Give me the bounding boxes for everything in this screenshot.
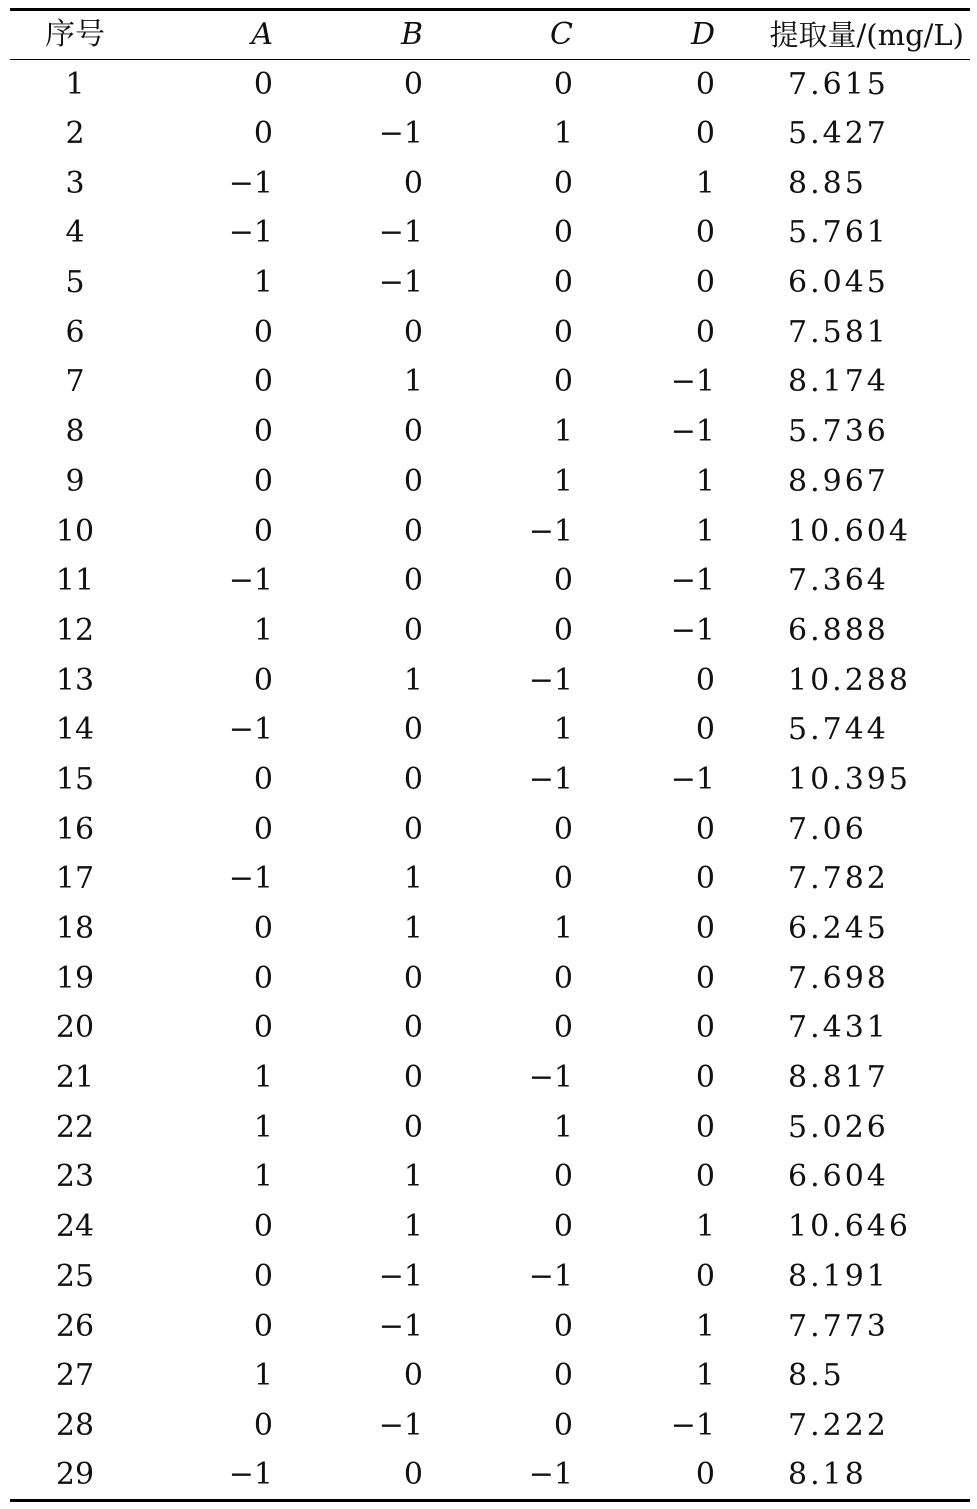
cell-index: 14 — [55, 712, 95, 748]
cell-factor-b: 0 — [403, 165, 423, 201]
cell-factor-b: 1 — [403, 861, 423, 897]
cell-index: 11 — [55, 563, 95, 599]
cell-factor-a: −1 — [228, 215, 273, 251]
cell-factor-d: 1 — [695, 1209, 715, 1245]
table-row — [10, 656, 970, 706]
cell-yield: 5.427 — [788, 116, 889, 152]
cell-factor-a: 0 — [253, 761, 273, 797]
cell-yield: 10.646 — [788, 1209, 911, 1245]
table-header — [10, 10, 970, 60]
cell-factor-c: 1 — [553, 911, 573, 947]
cell-factor-a: 0 — [253, 662, 273, 698]
cell-index: 16 — [55, 811, 95, 847]
cell-index: 3 — [65, 165, 85, 201]
cell-factor-c: 0 — [553, 1407, 573, 1443]
cell-factor-d: −1 — [670, 1407, 715, 1443]
header-factor-d: D — [690, 17, 715, 52]
cell-factor-b: −1 — [378, 265, 423, 301]
cell-factor-d: −1 — [670, 761, 715, 797]
cell-factor-a: 0 — [253, 1407, 273, 1443]
cell-factor-a: 1 — [253, 265, 273, 301]
header-yield: 提取量/(mg/L) — [769, 17, 964, 52]
results-table — [10, 8, 970, 1502]
cell-factor-b: 1 — [403, 364, 423, 400]
cell-factor-b: 0 — [403, 414, 423, 450]
cell-factor-d: 0 — [695, 215, 715, 251]
cell-factor-c: 1 — [553, 116, 573, 152]
cell-index: 24 — [55, 1209, 95, 1245]
cell-factor-d: 0 — [695, 265, 715, 301]
cell-factor-c: 0 — [553, 265, 573, 301]
cell-factor-d: 0 — [695, 66, 715, 102]
cell-yield: 7.364 — [788, 563, 889, 599]
table-row — [10, 1302, 970, 1352]
cell-factor-a: 0 — [253, 314, 273, 350]
table-row — [10, 1153, 970, 1203]
cell-factor-d: 0 — [695, 712, 715, 748]
cell-factor-b: −1 — [378, 1258, 423, 1294]
cell-index: 15 — [55, 761, 95, 797]
table-row — [10, 805, 970, 855]
cell-factor-d: 0 — [695, 911, 715, 947]
table-row — [10, 1401, 970, 1451]
cell-factor-c: −1 — [528, 1060, 573, 1096]
cell-factor-a: 0 — [253, 116, 273, 152]
cell-factor-b: 0 — [403, 563, 423, 599]
cell-yield: 6.245 — [788, 911, 889, 947]
cell-factor-d: 0 — [695, 960, 715, 996]
cell-yield: 10.604 — [788, 513, 911, 549]
cell-factor-c: −1 — [528, 1456, 573, 1492]
table-row — [10, 308, 970, 358]
cell-factor-a: −1 — [228, 861, 273, 897]
cell-yield: 5.026 — [788, 1109, 889, 1145]
cell-yield: 7.615 — [788, 66, 889, 102]
cell-index: 5 — [65, 265, 85, 301]
cell-index: 22 — [55, 1109, 95, 1145]
cell-yield: 8.967 — [788, 463, 889, 499]
table-row — [10, 1252, 970, 1302]
cell-factor-b: 0 — [403, 1010, 423, 1046]
cell-index: 4 — [65, 215, 85, 251]
cell-factor-d: 0 — [695, 116, 715, 152]
cell-factor-b: 0 — [403, 612, 423, 648]
table-row — [10, 705, 970, 755]
cell-factor-d: 1 — [695, 165, 715, 201]
cell-factor-d: 0 — [695, 861, 715, 897]
cell-index: 27 — [55, 1358, 95, 1394]
cell-factor-d: 0 — [695, 1159, 715, 1195]
cell-yield: 8.85 — [788, 165, 867, 201]
cell-factor-c: 0 — [553, 563, 573, 599]
table-body — [10, 60, 970, 1501]
cell-factor-c: −1 — [528, 761, 573, 797]
header-row — [10, 10, 970, 60]
cell-factor-c: 0 — [553, 1209, 573, 1245]
cell-factor-d: 0 — [695, 1010, 715, 1046]
cell-yield: 10.395 — [788, 761, 911, 797]
cell-factor-c: 0 — [553, 1010, 573, 1046]
cell-factor-c: 0 — [553, 612, 573, 648]
cell-factor-c: 1 — [553, 463, 573, 499]
table-row — [10, 1103, 970, 1153]
cell-factor-b: 0 — [403, 463, 423, 499]
cell-yield: 7.222 — [788, 1407, 889, 1443]
cell-yield: 6.888 — [788, 612, 889, 648]
cell-factor-d: 1 — [695, 463, 715, 499]
table-row — [10, 109, 970, 159]
cell-factor-a: 0 — [253, 414, 273, 450]
cell-yield: 8.817 — [788, 1060, 889, 1096]
table-row — [10, 904, 970, 954]
cell-yield: 8.5 — [788, 1358, 845, 1394]
cell-factor-d: −1 — [670, 364, 715, 400]
cell-factor-a: 1 — [253, 612, 273, 648]
cell-factor-b: 0 — [403, 712, 423, 748]
cell-factor-a: 0 — [253, 911, 273, 947]
cell-factor-b: 1 — [403, 911, 423, 947]
cell-yield: 8.191 — [788, 1258, 889, 1294]
cell-factor-b: 1 — [403, 662, 423, 698]
cell-factor-d: 0 — [695, 1109, 715, 1145]
cell-yield: 5.736 — [788, 414, 889, 450]
cell-factor-c: −1 — [528, 513, 573, 549]
cell-factor-b: −1 — [378, 116, 423, 152]
cell-factor-a: 0 — [253, 1209, 273, 1245]
cell-index: 8 — [65, 414, 85, 450]
cell-factor-b: 0 — [403, 1060, 423, 1096]
header-factor-b: B — [400, 17, 423, 52]
table-row — [10, 209, 970, 259]
cell-factor-a: 0 — [253, 513, 273, 549]
cell-factor-d: 0 — [695, 811, 715, 847]
cell-yield: 7.782 — [788, 861, 889, 897]
cell-factor-b: 1 — [403, 1159, 423, 1195]
cell-index: 21 — [55, 1060, 95, 1096]
cell-index: 20 — [55, 1010, 95, 1046]
cell-factor-a: −1 — [228, 712, 273, 748]
cell-index: 25 — [55, 1258, 95, 1294]
cell-factor-b: −1 — [378, 215, 423, 251]
table-row — [10, 755, 970, 805]
cell-index: 23 — [55, 1159, 95, 1195]
cell-factor-b: −1 — [378, 1308, 423, 1344]
cell-yield: 6.604 — [788, 1159, 889, 1195]
table-row — [10, 1202, 970, 1252]
table-row — [10, 855, 970, 905]
results-table-container — [10, 8, 970, 1502]
cell-factor-c: 1 — [553, 414, 573, 450]
table-row — [10, 606, 970, 656]
header-factor-c: C — [550, 17, 573, 52]
cell-factor-a: −1 — [228, 563, 273, 599]
table-row — [10, 258, 970, 308]
cell-factor-c: 0 — [553, 66, 573, 102]
table-row — [10, 1351, 970, 1401]
header-factor-a: A — [251, 17, 273, 52]
cell-factor-a: 0 — [253, 66, 273, 102]
cell-factor-c: 0 — [553, 165, 573, 201]
cell-index: 6 — [65, 314, 85, 350]
cell-factor-b: 0 — [403, 314, 423, 350]
cell-factor-b: 0 — [403, 66, 423, 102]
cell-factor-b: −1 — [378, 1407, 423, 1443]
cell-factor-c: 0 — [553, 215, 573, 251]
cell-factor-d: 1 — [695, 1358, 715, 1394]
cell-yield: 7.431 — [788, 1010, 889, 1046]
cell-index: 10 — [55, 513, 95, 549]
cell-index: 1 — [65, 66, 85, 102]
table-row — [10, 457, 970, 507]
cell-factor-d: 0 — [695, 1060, 715, 1096]
cell-factor-a: 0 — [253, 1258, 273, 1294]
cell-factor-c: 0 — [553, 1159, 573, 1195]
cell-factor-a: 1 — [253, 1109, 273, 1145]
cell-factor-c: 1 — [553, 1109, 573, 1145]
table-row — [10, 507, 970, 557]
cell-yield: 8.18 — [788, 1456, 867, 1492]
cell-factor-b: 0 — [403, 960, 423, 996]
cell-factor-b: 0 — [403, 513, 423, 549]
cell-factor-d: 0 — [695, 662, 715, 698]
cell-index: 9 — [65, 463, 85, 499]
cell-factor-c: −1 — [528, 662, 573, 698]
cell-factor-c: 1 — [553, 712, 573, 748]
cell-factor-a: 1 — [253, 1060, 273, 1096]
cell-factor-c: 0 — [553, 1308, 573, 1344]
cell-index: 13 — [55, 662, 95, 698]
cell-index: 29 — [55, 1456, 95, 1492]
cell-index: 28 — [55, 1407, 95, 1443]
table-row — [10, 159, 970, 209]
table-row — [10, 1451, 970, 1501]
table-row — [10, 954, 970, 1004]
cell-index: 19 — [55, 960, 95, 996]
cell-factor-a: 0 — [253, 960, 273, 996]
cell-index: 7 — [65, 364, 85, 400]
cell-factor-d: 0 — [695, 1258, 715, 1294]
cell-factor-a: 0 — [253, 463, 273, 499]
cell-factor-d: −1 — [670, 414, 715, 450]
cell-yield: 6.045 — [788, 265, 889, 301]
cell-factor-c: 0 — [553, 811, 573, 847]
cell-factor-a: 1 — [253, 1159, 273, 1195]
cell-factor-b: 0 — [403, 1109, 423, 1145]
cell-yield: 7.698 — [788, 960, 889, 996]
cell-yield: 7.773 — [788, 1308, 889, 1344]
cell-factor-a: 0 — [253, 1010, 273, 1046]
cell-factor-b: 0 — [403, 1358, 423, 1394]
cell-factor-b: 0 — [403, 811, 423, 847]
cell-factor-a: 0 — [253, 1308, 273, 1344]
cell-factor-c: 0 — [553, 364, 573, 400]
cell-factor-d: −1 — [670, 612, 715, 648]
cell-index: 2 — [65, 116, 85, 152]
cell-factor-d: 0 — [695, 1456, 715, 1492]
cell-index: 12 — [55, 612, 95, 648]
table-row — [10, 407, 970, 457]
cell-factor-a: 0 — [253, 364, 273, 400]
cell-factor-c: −1 — [528, 1258, 573, 1294]
cell-yield: 7.581 — [788, 314, 889, 350]
cell-index: 18 — [55, 911, 95, 947]
table-row — [10, 358, 970, 408]
table-row — [10, 60, 970, 110]
table-row — [10, 556, 970, 606]
cell-factor-d: 0 — [695, 314, 715, 350]
cell-yield: 10.288 — [788, 662, 911, 698]
cell-factor-b: 0 — [403, 1456, 423, 1492]
table-row — [10, 1053, 970, 1103]
cell-factor-c: 0 — [553, 861, 573, 897]
cell-factor-d: 1 — [695, 513, 715, 549]
cell-index: 17 — [55, 861, 95, 897]
header-index: 序号 — [45, 17, 105, 52]
cell-factor-a: −1 — [228, 1456, 273, 1492]
cell-factor-d: 1 — [695, 1308, 715, 1344]
cell-factor-a: −1 — [228, 165, 273, 201]
cell-factor-c: 0 — [553, 960, 573, 996]
cell-factor-a: 1 — [253, 1358, 273, 1394]
cell-factor-c: 0 — [553, 314, 573, 350]
cell-factor-b: 1 — [403, 1209, 423, 1245]
cell-factor-c: 0 — [553, 1358, 573, 1394]
cell-index: 26 — [55, 1308, 95, 1344]
table-row — [10, 1004, 970, 1054]
cell-factor-d: −1 — [670, 563, 715, 599]
cell-factor-b: 0 — [403, 761, 423, 797]
cell-yield: 7.06 — [788, 811, 867, 847]
cell-factor-a: 0 — [253, 811, 273, 847]
cell-yield: 8.174 — [788, 364, 889, 400]
cell-yield: 5.761 — [788, 215, 889, 251]
cell-yield: 5.744 — [788, 712, 889, 748]
